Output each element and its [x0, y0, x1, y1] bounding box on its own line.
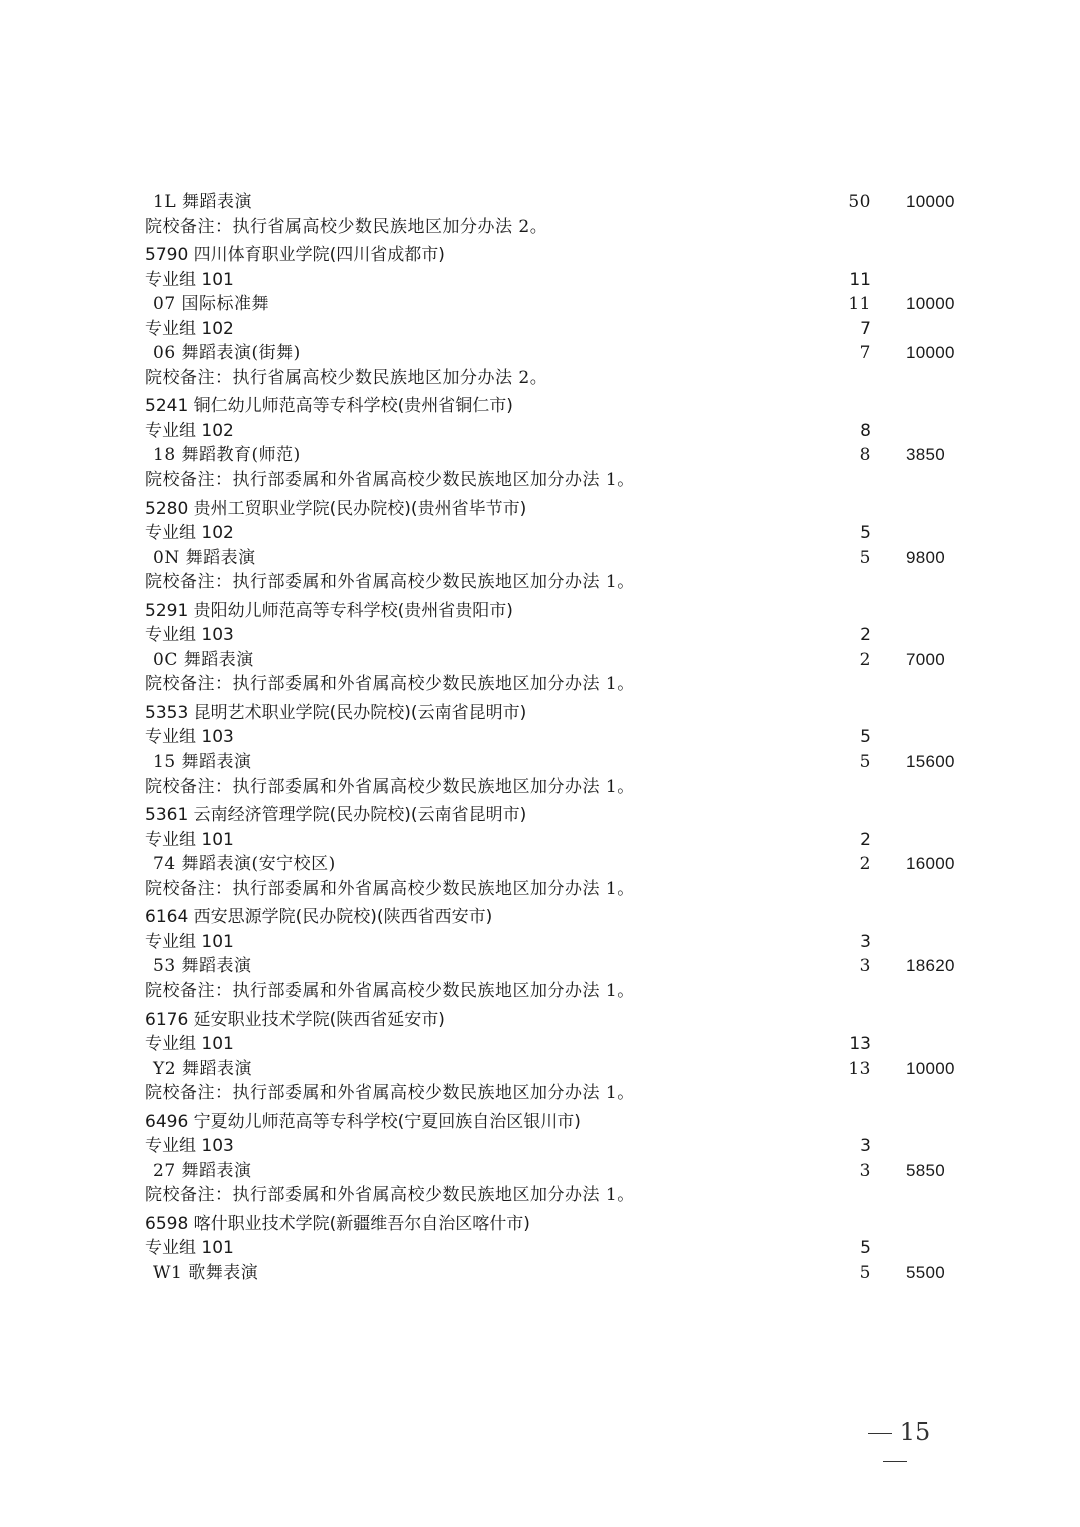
group-name: 专业组 102 — [145, 318, 234, 339]
major-group-row — [0, 1032, 1080, 1057]
major-name: 舞蹈表演(街舞) — [181, 343, 301, 364]
group-name: 专业组 101 — [145, 1238, 234, 1259]
major-code: 15 — [153, 752, 176, 773]
college-note — [0, 672, 1080, 697]
college-heading — [0, 1110, 1080, 1135]
major-tuition: 10000 — [906, 294, 955, 314]
page-number-dash-right — [883, 1461, 907, 1462]
college-note — [0, 1081, 1080, 1106]
major-label — [153, 750, 252, 775]
group-plan-count: 2 — [860, 829, 871, 850]
note-text: 院校备注：执行部委属和外省属高校少数民族地区加分办法 1。 — [145, 572, 635, 593]
major-group-row — [0, 725, 1080, 750]
group-plan-count: 7 — [860, 318, 871, 339]
page-number-value: 15 — [899, 1418, 931, 1446]
college-name: 5790 四川体育职业学院(四川省成都市) — [145, 245, 445, 266]
major-group-row — [0, 828, 1080, 853]
note-text: 院校备注：执行部委属和外省属高校少数民族地区加分办法 1。 — [145, 980, 635, 1001]
major-tuition: 10000 — [906, 343, 955, 363]
group-plan-count: 3 — [860, 931, 871, 952]
major-group-row — [0, 521, 1080, 546]
major-name: 舞蹈表演 — [182, 192, 253, 212]
college-note — [0, 979, 1080, 1004]
major-row — [0, 648, 1080, 673]
college-name: 5361 云南经济管理学院(民办院校)(云南省昆明市) — [145, 805, 527, 826]
major-label — [153, 852, 336, 877]
major-code: 74 — [153, 854, 176, 875]
major-name: 舞蹈教育(师范) — [181, 445, 301, 466]
major-group-row — [0, 419, 1080, 444]
group-plan-count: 5 — [860, 727, 871, 748]
major-tuition: 9800 — [906, 547, 946, 567]
major-row — [0, 341, 1080, 366]
major-plan-count: 8 — [859, 445, 871, 466]
group-name: 专业组 103 — [145, 1136, 234, 1157]
major-label — [153, 443, 301, 468]
major-tuition: 3850 — [906, 445, 946, 465]
college-heading — [0, 905, 1080, 930]
major-tuition: 5500 — [906, 1262, 946, 1282]
major-name: 国际标准舞 — [181, 294, 270, 315]
major-plan-count: 50 — [848, 192, 871, 212]
major-tuition: 10000 — [906, 1058, 955, 1078]
group-name: 专业组 102 — [145, 523, 234, 544]
major-plan-count: 13 — [848, 1058, 871, 1079]
college-name: 6164 西安思源学院(民办院校)(陕西省西安市) — [145, 907, 493, 928]
major-row — [0, 292, 1080, 317]
college-note — [0, 215, 1080, 240]
major-row — [0, 190, 1080, 215]
group-name: 专业组 101 — [145, 829, 234, 850]
college-name: 5241 铜仁幼儿师范高等专科学校(贵州省铜仁市) — [145, 396, 513, 417]
major-label — [153, 648, 254, 673]
major-row — [0, 443, 1080, 468]
major-plan-count: 5 — [859, 547, 871, 568]
major-name: 歌舞表演 — [188, 1262, 259, 1283]
major-code: 0N — [153, 547, 180, 568]
major-code: 1L — [153, 192, 177, 212]
major-name: 舞蹈表演 — [181, 752, 252, 773]
major-row — [0, 852, 1080, 877]
major-group-row — [0, 268, 1080, 293]
major-label — [153, 190, 252, 215]
page-number-dash-left — [868, 1433, 892, 1434]
note-text: 院校备注：执行部委属和外省属高校少数民族地区加分办法 1。 — [145, 470, 635, 491]
major-row — [0, 1057, 1080, 1082]
college-note — [0, 468, 1080, 493]
major-code: 27 — [153, 1160, 176, 1181]
major-code: 06 — [153, 343, 176, 364]
college-heading — [0, 701, 1080, 726]
group-name: 专业组 102 — [145, 420, 234, 441]
note-text: 院校备注：执行部委属和外省属高校少数民族地区加分办法 1。 — [145, 1083, 635, 1104]
note-text: 院校备注：执行省属高校少数民族地区加分办法 2。 — [145, 216, 548, 237]
major-name: 舞蹈表演 — [181, 1160, 252, 1181]
group-name: 专业组 101 — [145, 269, 234, 290]
major-plan-count: 5 — [859, 752, 871, 773]
group-plan-count: 13 — [849, 1034, 871, 1055]
major-code: W1 — [153, 1262, 183, 1283]
major-name: 舞蹈表演 — [185, 547, 256, 568]
college-heading — [0, 1212, 1080, 1237]
major-name: 舞蹈表演 — [181, 956, 252, 977]
major-plan-count: 2 — [859, 649, 871, 670]
major-label — [153, 1057, 252, 1082]
major-label — [153, 341, 301, 366]
group-plan-count: 2 — [860, 625, 871, 646]
major-code: Y2 — [153, 1058, 177, 1079]
page-number — [845, 1418, 945, 1474]
note-text: 院校备注：执行部委属和外省属高校少数民族地区加分办法 1。 — [145, 674, 635, 695]
major-row — [0, 954, 1080, 979]
major-group-row — [0, 1134, 1080, 1159]
college-heading — [0, 599, 1080, 624]
college-name: 5280 贵州工贸职业学院(民办院校)(贵州省毕节市) — [145, 498, 527, 519]
major-tuition: 15600 — [906, 752, 955, 772]
major-label — [153, 546, 256, 571]
college-note — [0, 366, 1080, 391]
group-name: 专业组 103 — [145, 727, 234, 748]
major-plan-count: 3 — [859, 1160, 871, 1181]
college-note — [0, 775, 1080, 800]
college-name: 5291 贵阳幼儿师范高等专科学校(贵州省贵阳市) — [145, 600, 513, 621]
college-name: 5353 昆明艺术职业学院(民办院校)(云南省昆明市) — [145, 702, 527, 723]
college-heading — [0, 497, 1080, 522]
college-heading — [0, 803, 1080, 828]
group-name: 专业组 103 — [145, 625, 234, 646]
major-label — [153, 954, 252, 979]
major-plan-count: 5 — [859, 1262, 871, 1283]
major-group-row — [0, 1236, 1080, 1261]
major-group-row — [0, 317, 1080, 342]
major-plan-count: 2 — [859, 854, 871, 875]
major-name: 舞蹈表演 — [183, 649, 254, 670]
major-name: 舞蹈表演 — [181, 1058, 252, 1079]
major-name: 舞蹈表演(安宁校区) — [181, 854, 336, 875]
group-plan-count: 5 — [860, 523, 871, 544]
college-name: 6176 延安职业技术学院(陕西省延安市) — [145, 1009, 445, 1030]
college-name: 6598 喀什职业技术学院(新疆维吾尔自治区喀什市) — [145, 1213, 530, 1234]
document-body — [0, 190, 1080, 1286]
major-plan-count: 11 — [848, 294, 871, 315]
college-heading — [0, 394, 1080, 419]
college-note — [0, 877, 1080, 902]
college-note — [0, 570, 1080, 595]
note-text: 院校备注：执行部委属和外省属高校少数民族地区加分办法 1。 — [145, 1185, 635, 1206]
major-label — [153, 292, 269, 317]
college-note — [0, 1183, 1080, 1208]
major-group-row — [0, 930, 1080, 955]
college-name: 6496 宁夏幼儿师范高等专科学校(宁夏回族自治区银川市) — [145, 1111, 581, 1132]
major-row — [0, 750, 1080, 775]
group-plan-count: 5 — [860, 1238, 871, 1259]
major-code: 0C — [153, 649, 178, 670]
major-tuition: 10000 — [906, 192, 955, 211]
group-plan-count: 8 — [860, 420, 871, 441]
major-row — [0, 1261, 1080, 1286]
note-text: 院校备注：执行部委属和外省属高校少数民族地区加分办法 1。 — [145, 776, 635, 797]
major-tuition: 18620 — [906, 956, 955, 976]
major-code: 07 — [153, 294, 176, 315]
note-text: 院校备注：执行部委属和外省属高校少数民族地区加分办法 1。 — [145, 878, 635, 899]
major-tuition: 5850 — [906, 1160, 946, 1180]
major-row — [0, 546, 1080, 571]
major-plan-count: 7 — [859, 343, 871, 364]
note-text: 院校备注：执行省属高校少数民族地区加分办法 2。 — [145, 367, 548, 388]
group-plan-count: 11 — [849, 269, 871, 290]
major-group-row — [0, 623, 1080, 648]
major-tuition: 16000 — [906, 854, 955, 874]
major-label — [153, 1261, 258, 1286]
group-name: 专业组 101 — [145, 931, 234, 952]
major-label — [153, 1159, 252, 1184]
major-row — [0, 1159, 1080, 1184]
college-heading — [0, 243, 1080, 268]
group-plan-count: 3 — [860, 1136, 871, 1157]
major-tuition: 7000 — [906, 649, 946, 669]
college-heading — [0, 1008, 1080, 1033]
major-code: 53 — [153, 956, 176, 977]
major-plan-count: 3 — [859, 956, 871, 977]
major-code: 18 — [153, 445, 176, 466]
group-name: 专业组 101 — [145, 1034, 234, 1055]
